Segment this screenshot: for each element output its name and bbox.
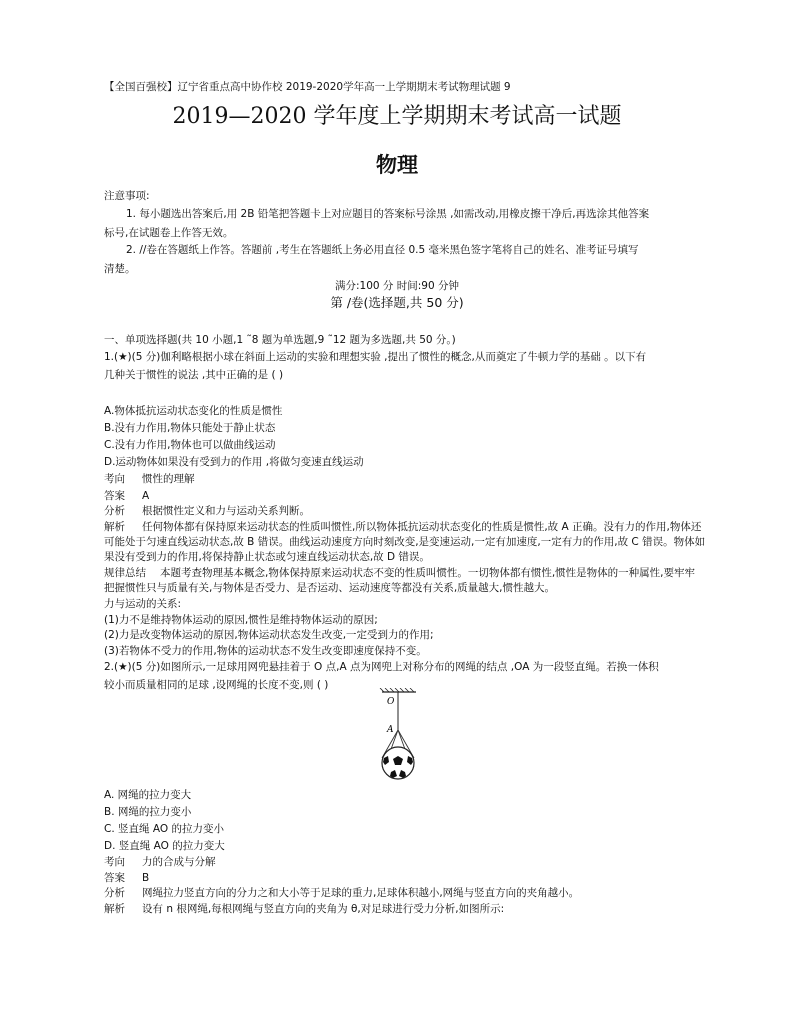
point-a-label: A [387, 725, 394, 735]
q1-jiexi-cont-1: 可能处于匀速直线运动状态,故 B 错误。曲线运动速度方向时刻改变,是变速运动,一定有加速度,一定有力的作用,故 C 错误。物体如 [104, 536, 706, 548]
q1-guilv [104, 566, 695, 580]
q1-kaoxiang-label: 考向 [104, 473, 125, 485]
notice-item-2: 2. //卷在答题纸上作答。答题前 ,考生在答题纸上务必用直径 0.5 毫米黑色签字笔将自己的姓名、准考证号填写 [126, 244, 639, 256]
q1-answer-label: 答案 [104, 490, 125, 502]
q1-jiexi-text: 任何物体都有保持原来运动状态的性质叫惯性,所以物体抵抗运动状态变化的性质是惯性,故 A 正确。没有力的作用,物体还 [142, 521, 702, 533]
q2-fenxi-label: 分析 [104, 887, 125, 899]
q1-answer-text: A [142, 490, 150, 502]
q2-option-d: D. 竖直绳 AO 的拉力变大 [104, 840, 225, 852]
q1-guilv-label: 规律总结 [104, 567, 146, 579]
q1-relation-3: (3)若物体不受力的作用,物体的运动状态不发生改变即速度保持不变。 [104, 645, 427, 657]
q1-kaoxiang [104, 472, 195, 486]
q2-jiexi [104, 902, 504, 916]
q2-fenxi [104, 886, 579, 900]
q1-option-c: C.没有力作用,物体也可以做曲线运动 [104, 439, 276, 451]
q1-jiexi [104, 520, 701, 534]
q2-answer-text: B [142, 872, 150, 884]
q2-answer-label: 答案 [104, 872, 125, 884]
notice-heading: 注意事项: [104, 190, 150, 202]
q2-jiexi-text: 设有 n 根网绳,每根网绳与竖直方向的夹角为 θ,对足球进行受力分析,如图所示: [142, 903, 505, 915]
q1-fenxi-label: 分析 [104, 505, 125, 517]
part-heading: 一、单项选择题(共 10 小题,1 ˜8 题为单选题,9 ˜12 题为多选题,共 50 分。) [104, 334, 456, 346]
doc-header: 【全国百强校】辽宁省重点高中协作校 2019-2020学年高一上学期期末考试物理试题 9 [104, 81, 511, 93]
q1-option-b: B.没有力作用,物体只能处于静止状态 [104, 422, 276, 434]
q2-kaoxiang-label: 考向 [104, 856, 125, 868]
q2-option-b: B. 网绳的拉力变小 [104, 806, 192, 818]
q2-option-c: C. 竖直绳 AO 的拉力变小 [104, 823, 224, 835]
q1-kaoxiang-text: 惯性的理解 [142, 473, 195, 485]
q2-stem: 2.(★)(5 分)如图所示,一足球用网兜悬挂着于 O 点,A 点为网兜上对称分布的网绳的结点 ,OA 为一段竖直绳。若换一体积 [104, 661, 659, 673]
q1-jiexi-cont-2: 果没有受到力的作用,将保持静止状态或匀速直线运动状态,故 D 错误。 [104, 551, 430, 563]
q1-guilv-text: 本题考查物理基本概念,物体保持原来运动状态不变的性质叫惯性。一切物体都有惯性,惯性是物体的一种属性,要牢牢 [160, 567, 696, 579]
q1-relation-1: (1)力不是维持物体运动的原因,惯性是维持物体运动的原因; [104, 614, 378, 626]
q1-stem: 1.(★)(5 分)伽利略根据小球在斜面上运动的实验和理想实验 ,提出了惯性的概念,从而奠定了牛顿力学的基础 。以下有 [104, 351, 647, 363]
q1-jiexi-label: 解析 [104, 521, 125, 533]
q2-option-a: A. 网绳的拉力变大 [104, 789, 192, 801]
q1-stem-cont: 几种关于惯性的说法 ,其中正确的是 ( ) [104, 369, 284, 381]
subject-title: 物理 [376, 153, 418, 177]
notice-item-1: 1. 每小题选出答案后,用 2B 铅笔把答题卡上对应题目的答案标号涂黑 ,如需改动,用橡皮擦干净后,再选涂其他答案 [126, 208, 650, 220]
q2-fenxi-text: 网绳拉力竖直方向的分力之和大小等于足球的重力,足球体积越小,网绳与竖直方向的夹角越小。 [142, 887, 580, 899]
score-time: 满分:100 分 时间:90 分钟 [335, 280, 459, 292]
q1-guilv-cont: 把握惯性只与质量有关,与物体是否受力、是否运动、运动速度等都没有关系,质量越大,惯性越大。 [104, 582, 556, 594]
q1-fenxi-text: 根据惯性定义和力与运动关系判断。 [142, 505, 310, 517]
page-title: 2019—2020 学年度上学期期末考试高一试题 [172, 104, 622, 129]
notice-item-1-cont: 标号,在试题卷上作答无效。 [104, 227, 234, 239]
q2-answer [104, 871, 149, 885]
q1-relation-heading: 力与运动的关系: [104, 598, 182, 610]
soccer-net-figure [360, 688, 440, 780]
point-o-label: O [387, 697, 395, 707]
q1-relation-2: (2)力是改变物体运动的原因,物体运动状态发生改变,一定受到力的作用; [104, 629, 434, 641]
q1-option-a: A.物体抵抗运动状态变化的性质是惯性 [104, 405, 283, 417]
q1-answer [104, 489, 149, 503]
q1-fenxi [104, 504, 310, 518]
notice-item-2-cont: 清楚。 [104, 263, 136, 275]
q2-stem-cont: 较小而质量相同的足球 ,设网绳的长度不变,则 ( ) [104, 679, 329, 691]
q1-option-d: D.运动物体如果没有受到力的作用 ,将做匀变速直线运动 [104, 456, 364, 468]
q2-kaoxiang-text: 力的合成与分解 [142, 856, 216, 868]
q2-jiexi-label: 解析 [104, 903, 125, 915]
q2-kaoxiang [104, 855, 216, 869]
section-title: 第 /卷(选择题,共 50 分) [330, 295, 464, 310]
